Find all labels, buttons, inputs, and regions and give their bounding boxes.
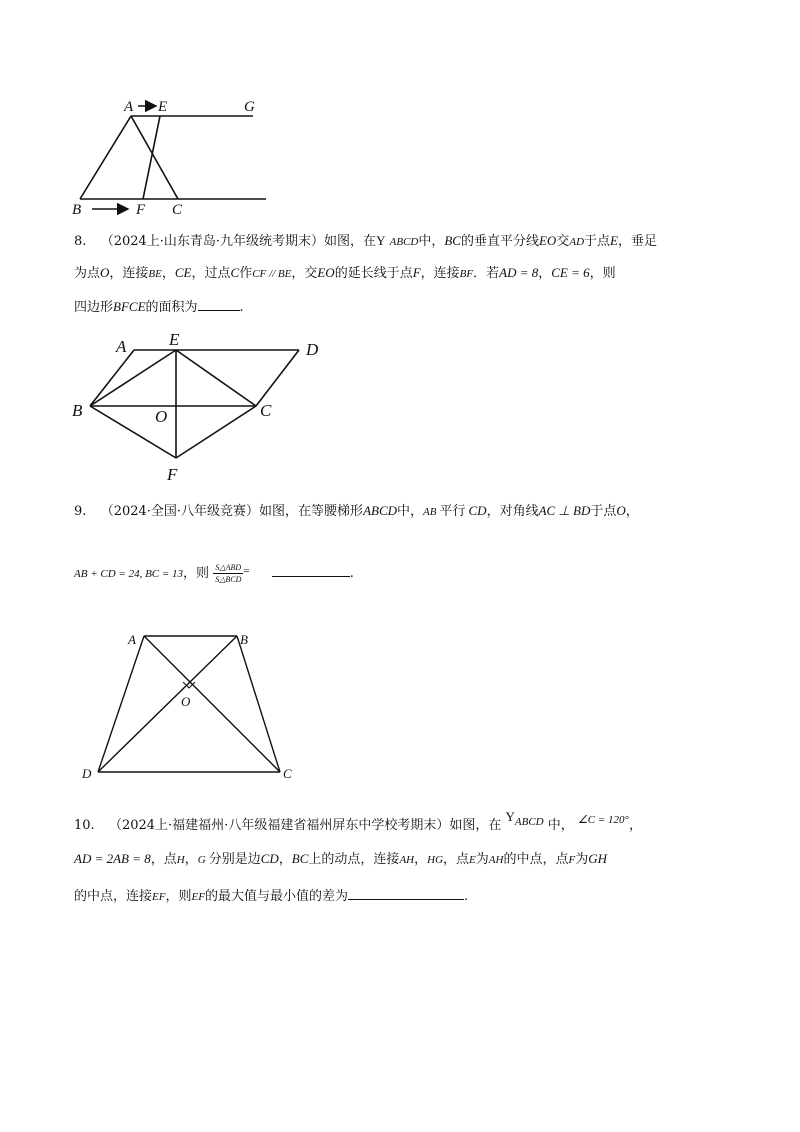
parallelogram-symbol: Y (376, 233, 386, 248)
parallelogram-symbol: Y (505, 809, 515, 824)
q10-number: 10. (74, 818, 95, 833)
q9-number: 9. (74, 504, 87, 519)
q8-source: （2024上·山东青岛·九年级统考期末） (100, 234, 325, 249)
label-B: B (72, 202, 82, 218)
figure-q8 (66, 328, 336, 488)
q9-answer-blank (272, 563, 350, 577)
q10-line-1: 10. （2024上·福建福州·八年级福建省福州屏东中学校考期末）如图，在 $Y^{ABCD}$ 中， $^{\angle C = 120^\circ}$， (74, 809, 642, 833)
label-A: A (124, 99, 134, 115)
q9-source: （2024·全国·八年级竞赛） (100, 504, 260, 519)
label-C: C (172, 202, 183, 218)
figure-top (70, 92, 280, 222)
label-C: C (283, 766, 292, 781)
q9-line-2: AB + CD = 24, BC = 13，则 $\frac{\text{S△ABD}}{\text{S△BCD}}$ = . (74, 563, 354, 584)
label-A: A (116, 337, 127, 356)
label-O: O (181, 694, 191, 709)
label-E: E (169, 330, 180, 349)
area-ratio-fraction: $\frac{\text{S△ABD}}{\text{S△BCD}}$ (215, 563, 242, 584)
label-D: D (82, 766, 92, 781)
q9-line-1: 9. （2024·全国·八年级竞赛）如图，在等腰梯形ABCD中，AB 平行 CD，对角线AC ⊥ BD于点O， (74, 503, 639, 519)
label-C: C (260, 401, 272, 420)
q8-answer-blank (198, 297, 240, 311)
label-E: E (158, 99, 168, 115)
label-F: F (136, 202, 146, 218)
label-B: B (240, 632, 248, 647)
q10-source: （2024上·福建福州·八年级福建省福州屏东中学校考期末） (108, 818, 450, 833)
q10-line-3: 的中点，连接EF，则EF的最大值与最小值的差为 . (74, 886, 468, 906)
q10-line-2: AD = 2AB = 8，点H，G 分别是边CD，BC上的动点，连接AH，HG，点E为AH的中点，点F为GH (74, 851, 607, 867)
q8-number: 8. (74, 234, 87, 249)
label-O: O (155, 407, 168, 426)
q8-line-1: 8. （2024上·山东青岛·九年级统考期末）如图，在Y ABCD中，BC的垂直平分线EO交AD于点E，垂足 (74, 233, 657, 249)
figure-q9 (76, 628, 306, 783)
label-D: D (306, 340, 319, 359)
label-B: B (72, 401, 83, 420)
label-G: G (244, 99, 255, 115)
label-A: A (128, 632, 136, 647)
q8-line-3: 四边形BFCE的面积为 . (74, 299, 244, 315)
q8-line-2: 为点O，连接BE，CE，过点C作CF // BE，交EO的延长线于点F，连接BF．若AD = 8，CE = 6，则 (74, 265, 616, 281)
label-F: F (167, 465, 178, 484)
q10-answer-blank (348, 886, 464, 900)
